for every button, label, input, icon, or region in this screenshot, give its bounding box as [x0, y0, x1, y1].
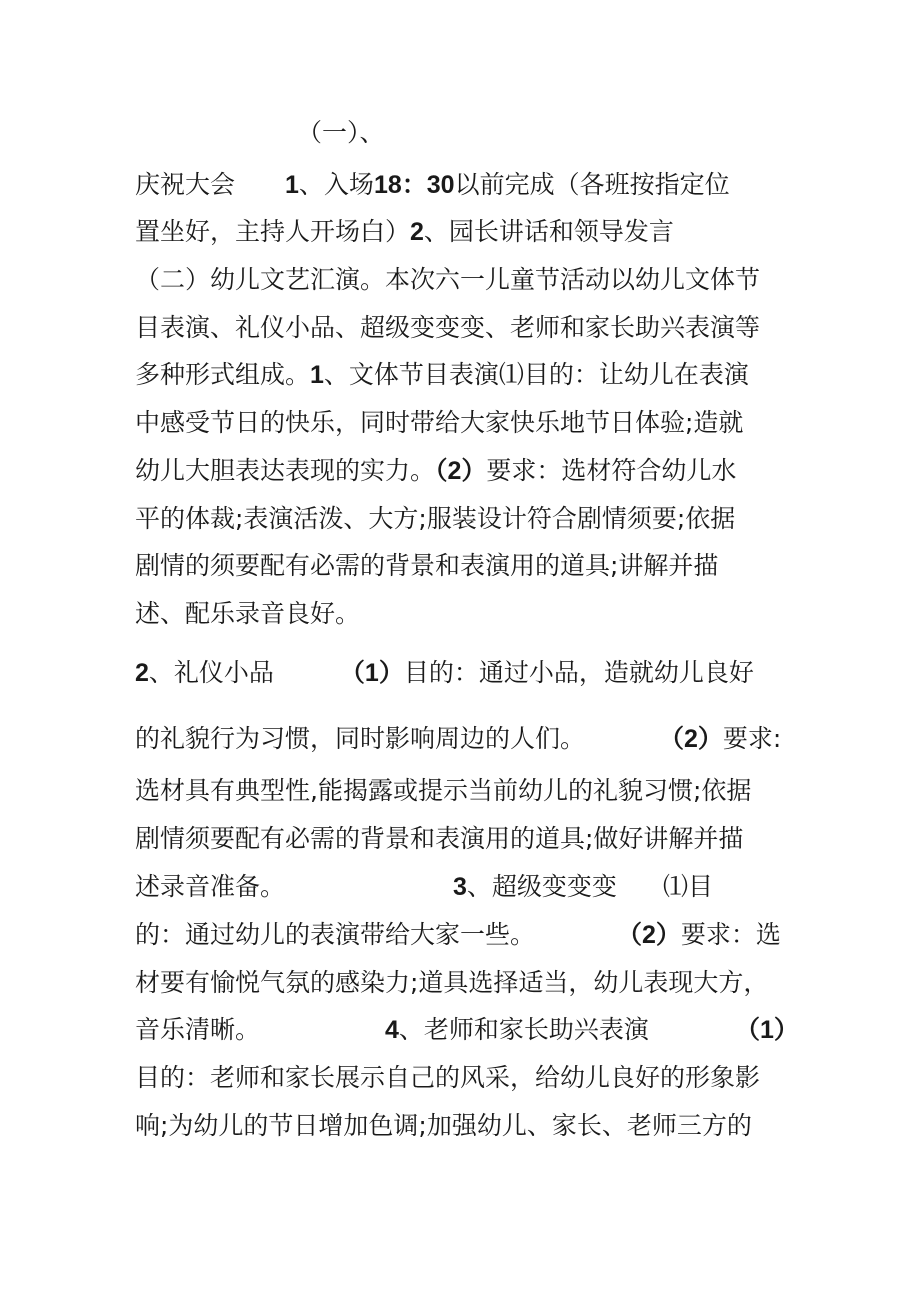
text-line: 剧情须要配有必需的背景和表演用的道具;做好讲解并描: [135, 824, 744, 853]
text-line: 选材具有典型性,能揭露或提示当前幼儿的礼貌习惯;依据: [135, 776, 752, 805]
text-line: 目的：老师和家长展示自己的风采，给幼儿良好的形象影: [135, 1063, 761, 1092]
text-line: 的：通过幼儿的表演带给大家一些。 （2）要求：选: [135, 920, 781, 949]
text-line: 剧情的须要配有必需的背景和表演用的道具;讲解并描: [135, 551, 719, 580]
text-line: 2、礼仪小品 （1）目的：通过小品，造就幼儿良好: [135, 658, 754, 687]
text-line: 材要有愉悦气氛的感染力;道具选择适当，幼儿表现大方，: [135, 968, 769, 997]
text-line: 的礼貌行为习惯，同时影响周边的人们。 （2）要求:: [135, 724, 782, 753]
text-line: 音乐清晰。 4、老师和家长助兴表演 （1）: [135, 1015, 799, 1044]
text-line: 庆祝大会 1、入场18：30以前完成（各班按指定位: [135, 170, 730, 199]
text-line: 目表演、礼仪小品、超级变变变、老师和家长助兴表演等: [135, 313, 761, 342]
text-line: 置坐好，主持人开场白）2、园长讲话和领导发言: [135, 217, 674, 246]
text-line: （二）幼儿文艺汇演。本次六一儿童节活动以幼儿文体节: [135, 265, 761, 294]
section-heading: （一）、: [297, 118, 385, 147]
text-line: 述、配乐录音良好。: [135, 599, 361, 628]
text-line: 多种形式组成。1、文体节目表演⑴目的：让幼儿在表演: [135, 360, 749, 389]
text-line: 平的体裁;表演活泼、大方;服装设计符合剧情须要;依据: [135, 504, 736, 533]
text-line: 幼儿大胆表达表现的实力。（2）要求：选材符合幼儿水: [135, 456, 737, 485]
text-line: 响;为幼儿的节日增加色调;加强幼儿、家长、老师三方的: [135, 1111, 752, 1140]
text-line: 述录音准备。 3、超级变变变 ⑴目: [135, 872, 713, 901]
text-line: 中感受节日的快乐，同时带给大家快乐地节日体验;造就: [135, 408, 744, 437]
